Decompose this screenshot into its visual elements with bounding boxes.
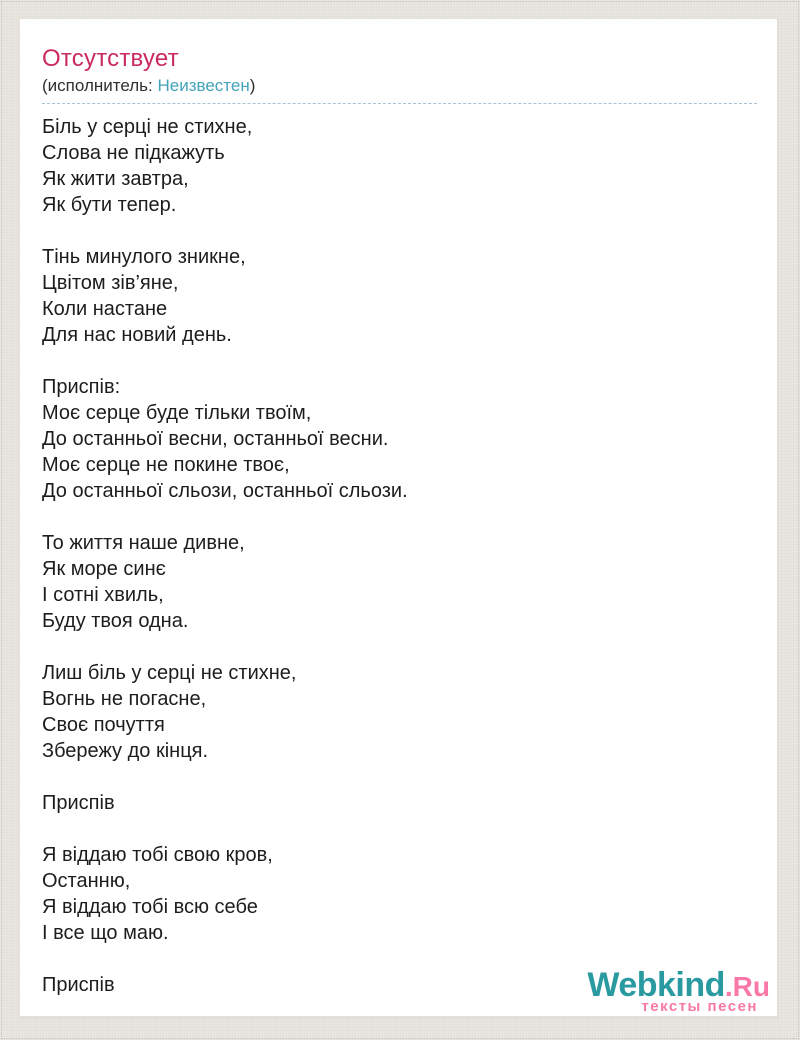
stanza <box>42 374 757 504</box>
artist-link[interactable]: Неизвестен <box>157 76 250 95</box>
stanza <box>42 660 757 764</box>
stanza <box>42 244 757 348</box>
lyric-line: Як жити завтра, <box>42 168 189 190</box>
lyric-line: І сотні хвиль, <box>42 584 164 606</box>
artist-line <box>42 75 757 104</box>
webkind-logo-main: Webkind <box>587 966 725 1004</box>
artist-label: (исполнитель: <box>42 76 158 95</box>
lyric-line: Як море синє <box>42 558 166 580</box>
lyric-line: Приспів: <box>42 376 121 398</box>
song-title: Отсутствует <box>42 45 179 72</box>
lyrics-card <box>19 18 778 1017</box>
lyric-line: Моє серце буде тільки твоїм, <box>42 402 312 424</box>
webkind-logo-brand[interactable] <box>587 968 770 1002</box>
lyric-line: То життя наше дивне, <box>42 532 245 554</box>
lyric-line: Я віддаю тобі всю себе <box>42 896 258 918</box>
lyric-line: Останню, <box>42 870 131 892</box>
lyric-line: Лиш біль у серці не стихне, <box>42 662 297 684</box>
webkind-logo-ru: .Ru <box>724 971 770 1002</box>
webkind-logo[interactable] <box>587 968 770 1014</box>
lyric-line: Збережу до кінця. <box>42 740 209 762</box>
artist-label-suffix: ) <box>249 76 256 95</box>
webkind-logo-tagline: тексты песен <box>641 998 758 1015</box>
lyric-line: До останньої весни, останньої весни. <box>42 428 389 450</box>
lyric-line: Своє почуття <box>42 714 165 736</box>
stanza <box>42 530 757 634</box>
lyric-line: Приспів <box>42 974 115 996</box>
lyric-line: І все що маю. <box>42 922 169 944</box>
lyric-line: Приспів <box>42 792 115 814</box>
lyric-line: Тінь минулого зникне, <box>42 246 246 268</box>
lyric-line: Як бути тепер. <box>42 194 177 216</box>
lyric-line: Буду твоя одна. <box>42 610 189 632</box>
stanza <box>42 790 757 816</box>
lyric-line: Вогнь не погасне, <box>42 688 207 710</box>
lyric-line: Слова не підкажуть <box>42 142 225 164</box>
lyric-line: До останньої сльози, останньої сльози. <box>42 480 408 502</box>
lyric-line: Моє серце не покине твоє, <box>42 454 290 476</box>
stanza <box>42 114 757 218</box>
stanza <box>42 842 757 946</box>
lyric-line: Біль у серці не стихне, <box>42 116 253 138</box>
lyric-line: Я віддаю тобі свою кров, <box>42 844 273 866</box>
lyric-line: Цвітом зів’яне, <box>42 272 179 294</box>
lyric-line: Для нас новий день. <box>42 324 232 346</box>
lyric-line: Коли настане <box>42 298 168 320</box>
lyrics-text <box>42 114 757 998</box>
